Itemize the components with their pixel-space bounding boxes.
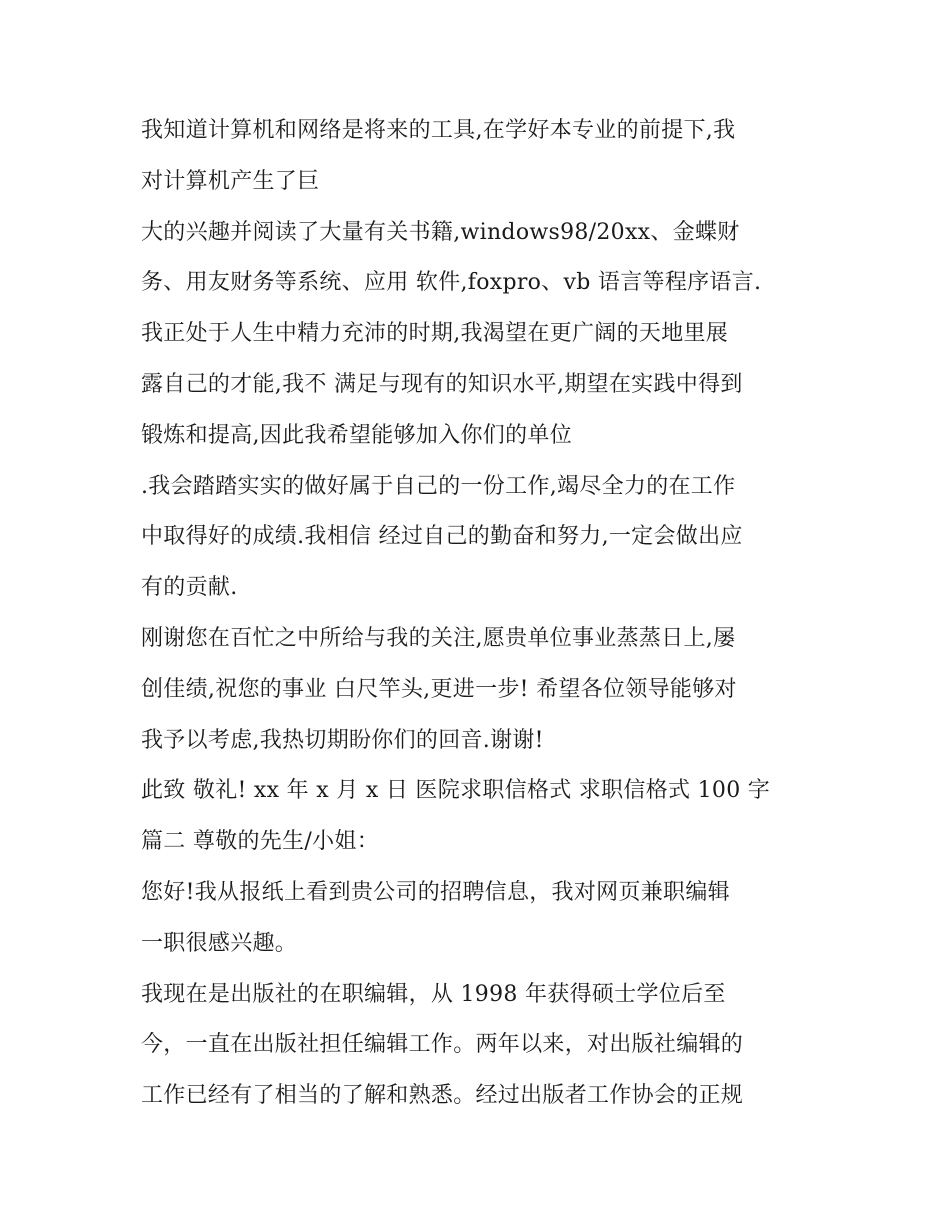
text-line-16: 您好!我从报纸上看到贵公司的招聘信息，我对网页兼职编辑: [141, 879, 730, 905]
text-line-13: 我予以考虑,我热切期盼你们的回音.谢谢!: [141, 727, 544, 753]
text-line-6: 露自己的才能,我不 满足与现有的知识水平,期望在实践中得到: [141, 371, 743, 397]
text-line-5: 我正处于人生中精力充沛的时期,我渴望在更广阔的天地里展: [141, 321, 729, 347]
text-line-18: 我现在是出版社的在职编辑，从 1998 年获得硕士学位后至: [141, 981, 726, 1007]
text-line-11: 刚谢您在百忙之中所给与我的关注,愿贵单位事业蒸蒸日上,屡: [141, 625, 736, 651]
text-line-10: 有的贡献.: [141, 575, 238, 601]
text-line-2: 对计算机产生了巨: [141, 168, 320, 194]
text-line-14: 此致 敬礼! xx 年 x 月 x 日 医院求职信格式 求职信格式 100 字: [141, 778, 771, 804]
text-line-20: 工作已经有了相当的了解和熟悉。经过出版者工作协会的正规: [141, 1083, 744, 1109]
text-line-3: 大的兴趣并阅读了大量有关书籍,windows98/20xx、金蝶财: [141, 219, 740, 245]
text-line-15: 篇二 尊敬的先生/小姐：: [141, 829, 380, 855]
document-body: [141, 106, 821, 1122]
text-line-12: 创佳绩,祝您的事业 白尺竿头,更进一步! 希望各位领导能够对: [141, 676, 737, 702]
text-line-8: .我会踏踏实实的做好属于自己的一份工作,竭尽全力的在工作: [141, 473, 736, 499]
text-line-9: 中取得好的成绩.我相信 经过自己的勤奋和努力,一定会做出应: [141, 524, 743, 550]
text-line-4: 务、用友财务等系统、应用 软件,foxpro、vb 语言等程序语言.: [141, 270, 762, 296]
text-line-7: 锻炼和提高,因此我希望能够加入你们的单位: [141, 422, 572, 448]
text-line-1: 我知道计算机和网络是将来的工具,在学好本专业的前提下,我: [141, 118, 736, 143]
text-line-17: 一职很感兴趣。: [141, 930, 298, 956]
text-line-19: 今，一直在出版社担任编辑工作。两年以来，对出版社编辑的: [141, 1032, 744, 1058]
